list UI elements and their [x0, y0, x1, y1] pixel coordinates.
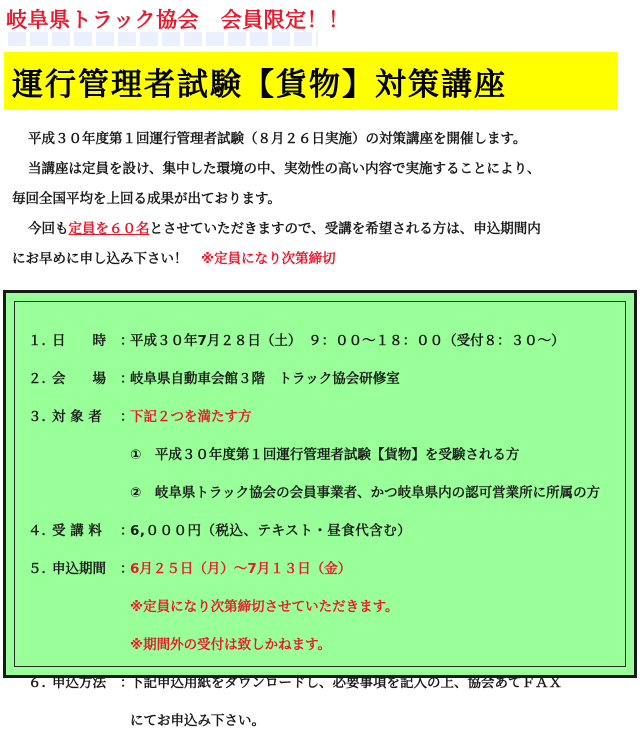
detail-row-fee — [28, 517, 628, 545]
detail-row-method — [28, 669, 628, 697]
row-label: 対 象 者 — [52, 409, 102, 425]
fee-value: 6,０００円（税込、テキスト・昼食代含む） — [130, 523, 412, 539]
capacity-highlight: 定員を６０名 — [68, 221, 150, 237]
row-label: 申込期間 — [52, 561, 106, 577]
title-banner — [4, 52, 618, 110]
row-label: 受 講 料 — [52, 523, 102, 539]
venue-value: 岐阜県自動車会館３階 トラック協会研修室 — [130, 371, 400, 387]
intro-line-4-post: とさせていただきますので、受講を希望される方は、申込期間内 — [149, 221, 541, 237]
target-value: 下記２つを満たす方 — [130, 409, 252, 425]
row-colon: ： — [120, 333, 134, 349]
row-colon: ： — [120, 371, 134, 387]
period-note-1 — [28, 593, 628, 621]
intro-line-1: 平成３０年度第１回運行管理者試験（８月２６日実施）の対策講座を開催します。 — [28, 131, 527, 147]
intro-line-3: 毎回全国平均を上回る成果が出ております。 — [12, 191, 281, 207]
row-number: ４． — [28, 523, 55, 539]
row-colon: ： — [120, 675, 134, 691]
period-note-2-text: ※期間外の受付は致しかねます。 — [130, 637, 332, 653]
deadline-note: ※定員になり次第締切 — [201, 251, 336, 267]
detail-row-target — [28, 403, 628, 431]
row-colon: ： — [120, 523, 134, 539]
row-number: ３． — [28, 409, 55, 425]
method-value: 下記申込用紙をダウンロードし、必要事項を記入の上、協会あてＦＡＸ — [130, 675, 562, 691]
row-colon: ： — [120, 409, 134, 425]
detail-row-method-cont — [28, 707, 628, 735]
period-note-1-text: ※定員になり次第締切させていただきます。 — [130, 599, 399, 615]
row-number: ６． — [28, 675, 55, 691]
intro-line-5-pre: にお早めに申し込み下さい！ — [12, 251, 201, 267]
detail-row-date — [28, 327, 628, 355]
row-label: 日 時 — [52, 333, 106, 349]
row-number: １． — [28, 333, 55, 349]
row-label: 会 場 — [52, 371, 106, 387]
row-number: ２． — [28, 371, 55, 387]
intro-line-2: 当講座は定員を設け、集中した環境の中、実効性の高い内容で実施することにより、 — [28, 161, 541, 177]
condition-2-text: ② 岐阜県トラック協会の会員事業者、かつ岐阜県内の認可営業所に所属の方 — [130, 485, 601, 501]
detail-row-venue — [28, 365, 628, 393]
detail-row-period — [28, 555, 628, 583]
target-condition-2 — [28, 479, 628, 507]
decorative-strip — [8, 32, 318, 46]
intro-line-5 — [12, 244, 632, 274]
details-box — [3, 290, 637, 729]
intro-line-4 — [12, 214, 632, 244]
period-value: 6月２５日（月）～7月１３日（金） — [130, 561, 352, 577]
members-only-label: 岐阜県トラック協会 会員限定！！ — [6, 8, 350, 32]
row-number: ５． — [28, 561, 55, 577]
intro-line-4-pre: 今回も — [28, 221, 69, 237]
method-value-2: にてお申込み下さい。 — [130, 713, 265, 729]
period-note-2 — [28, 631, 628, 659]
details-list — [28, 327, 628, 735]
row-colon: ： — [120, 561, 134, 577]
condition-1-text: ① 平成３０年度第１回運行管理者試験【貨物】を受験される方 — [130, 447, 520, 463]
row-label: 申込方法 — [52, 675, 106, 691]
date-value: 平成３０年7月２８日（土） ９：００～１８：００（受付８：３０～） — [130, 333, 565, 349]
intro-text — [12, 124, 632, 274]
page-title: 運行管理者試験【貨物】対策講座 — [12, 66, 507, 103]
target-condition-1 — [28, 441, 628, 469]
